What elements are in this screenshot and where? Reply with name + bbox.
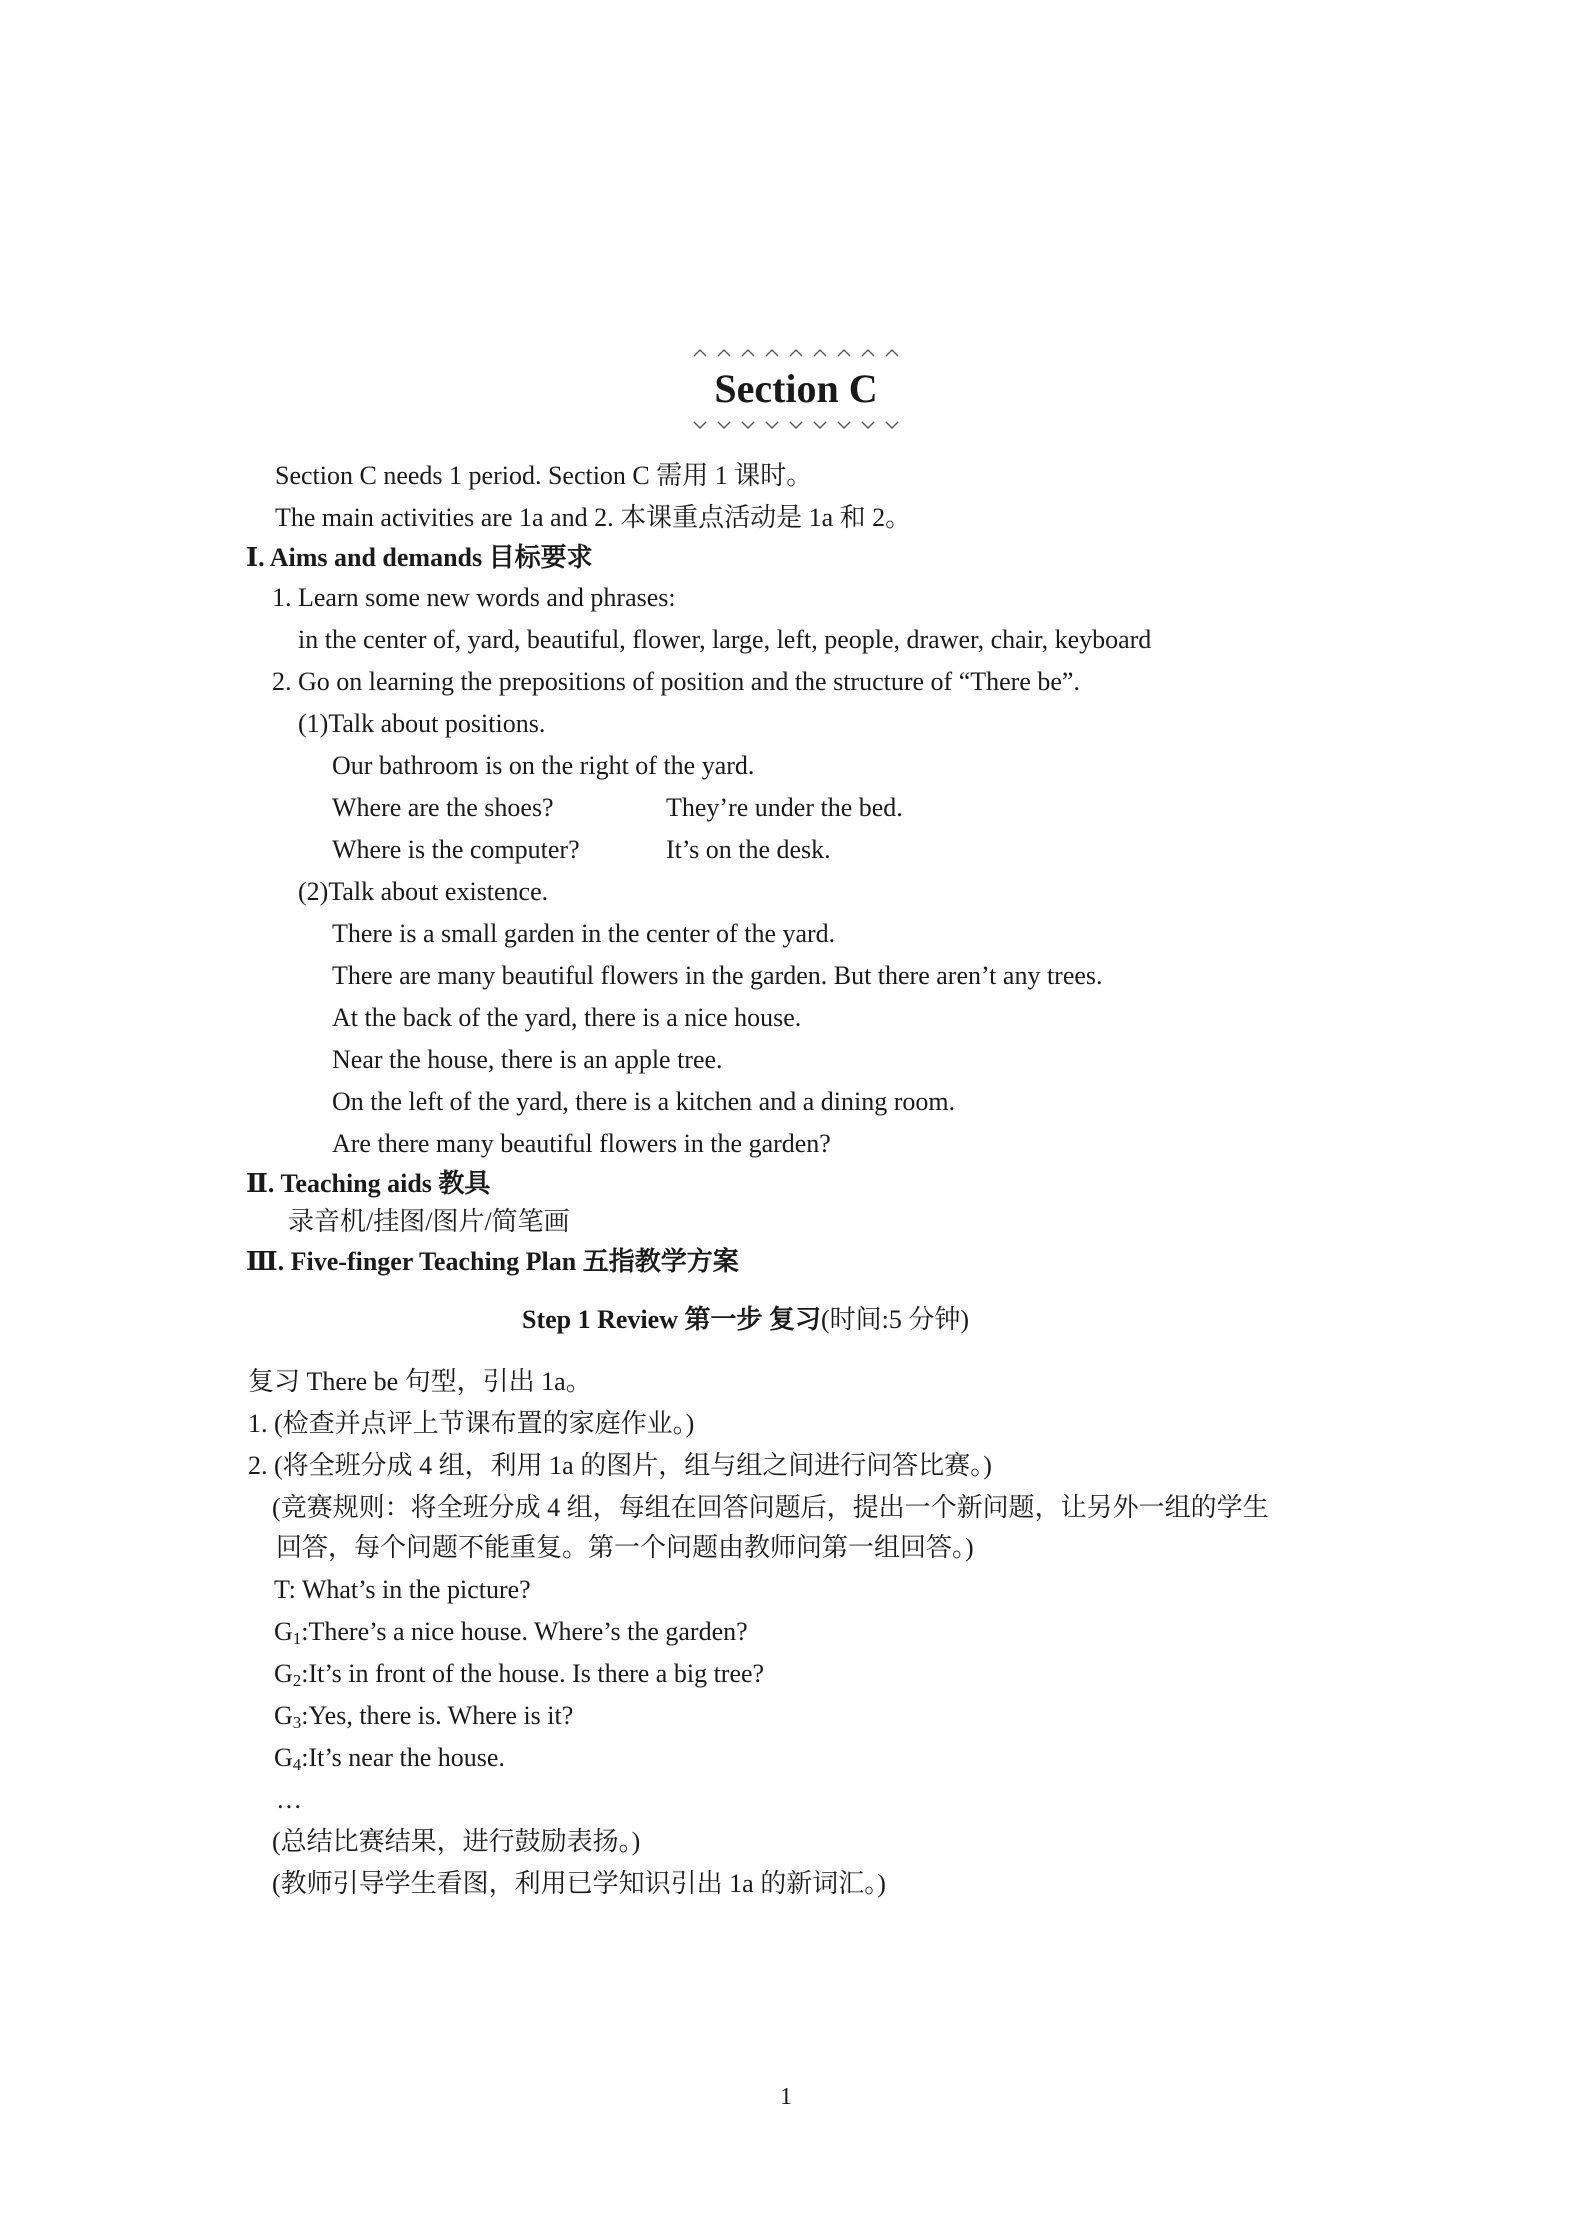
aims-word-list: in the center of, yard, beautiful, flower, large, left, people, drawer, chair, keyboard [298,625,1152,654]
dialogue-ellipsis: … [276,1785,302,1814]
speaker-number: 1 [292,1629,302,1648]
competition-rules: (竞赛规则：将全班分成 4 组，每组在回答问题后，提出一个新问题，让另外一组的学生 [272,1493,1269,1522]
dialogue-text: :There’s a nice house. Where’s the garden? [301,1617,748,1646]
position-question-1: Where are the shoes? [332,793,554,822]
position-question-2: Where is the computer? [332,835,580,864]
step1-closing-2: (教师引导学生看图，利用已学知识引出 1a 的新词汇。) [272,1869,886,1898]
plan-heading: Ⅲ. Five-finger Teaching Plan 五指教学方案 [246,1247,739,1276]
title-ornament-bottom [690,418,902,432]
step1-title: Step 1 Review 第一步 复习 [522,1305,821,1334]
step1-item-2: 2. (将全班分成 4 组，利用 1a 的图片，组与组之间进行问答比赛。) [248,1451,992,1480]
speaker-number: 3 [292,1713,302,1732]
aims-sub-positions: (1)Talk about positions. [298,709,546,738]
section-title-block [690,346,902,436]
dialogue-line-g4 [274,1740,505,1783]
speaker-number: 4 [292,1755,302,1774]
speaker-letter: G [274,1659,293,1688]
step1-intro: 复习 There be 句型，引出 1a。 [248,1367,592,1396]
dialogue-text: :It’s near the house. [301,1743,505,1772]
step1-closing-1: (总结比赛结果，进行鼓励表扬。) [272,1827,641,1856]
dialogue-text: :Yes, there is. Where is it? [301,1701,574,1730]
aims-sub-existence: (2)Talk about existence. [298,877,549,906]
dialogue-text: :It’s in front of the house. Is there a big tree? [301,1659,765,1688]
step1-time: (时间:5 分钟) [820,1305,970,1334]
position-example: Our bathroom is on the right of the yard. [332,751,755,780]
aims-heading: Ⅰ. Aims and demands 目标要求 [246,543,593,572]
title-ornament-top [690,346,902,360]
existence-line: Are there many beautiful flowers in the garden? [332,1129,831,1158]
speaker-letter: G [274,1617,293,1646]
speaker-number: 2 [292,1671,302,1690]
aims-item-2: 2. Go on learning the prepositions of position and the structure of “There be”. [272,667,1080,696]
dialogue-line-g1 [274,1614,748,1657]
speaker-letter: G [274,1743,293,1772]
teacher-question: T: What’s in the picture? [274,1575,531,1604]
aims-item-1: 1. Learn some new words and phrases: [272,583,676,612]
page-title: Section C [714,366,878,411]
page-number: 1 [780,2084,792,2110]
existence-line: Near the house, there is an apple tree. [332,1045,723,1074]
speaker-letter: G [274,1701,293,1730]
step1-item-1: 1. (检查并点评上节课布置的家庭作业。) [248,1409,695,1438]
aids-heading: Ⅱ. Teaching aids 教具 [246,1169,491,1198]
step1-heading [522,1302,969,1338]
existence-line: On the left of the yard, there is a kitchen and a dining room. [332,1087,956,1116]
existence-line: There are many beautiful flowers in the garden. But there aren’t any trees. [332,961,1103,990]
position-answer-2: It’s on the desk. [666,835,831,864]
dialogue-line-g3 [274,1698,573,1741]
position-answer-1: They’re under the bed. [666,793,903,822]
aids-list: 录音机/挂图/图片/简笔画 [288,1207,570,1236]
dialogue-line-g2 [274,1656,764,1699]
existence-line: At the back of the yard, there is a nice house. [332,1003,802,1032]
intro-period: Section C needs 1 period. Section C 需用 1 课时。 [275,461,813,490]
competition-rules-cont: 回答，每个问题不能重复。第一个问题由教师问第一组回答。) [276,1533,974,1562]
intro-activities: The main activities are 1a and 2. 本课重点活动是 1a 和 2。 [275,503,912,532]
existence-line: There is a small garden in the center of the yard. [332,919,836,948]
